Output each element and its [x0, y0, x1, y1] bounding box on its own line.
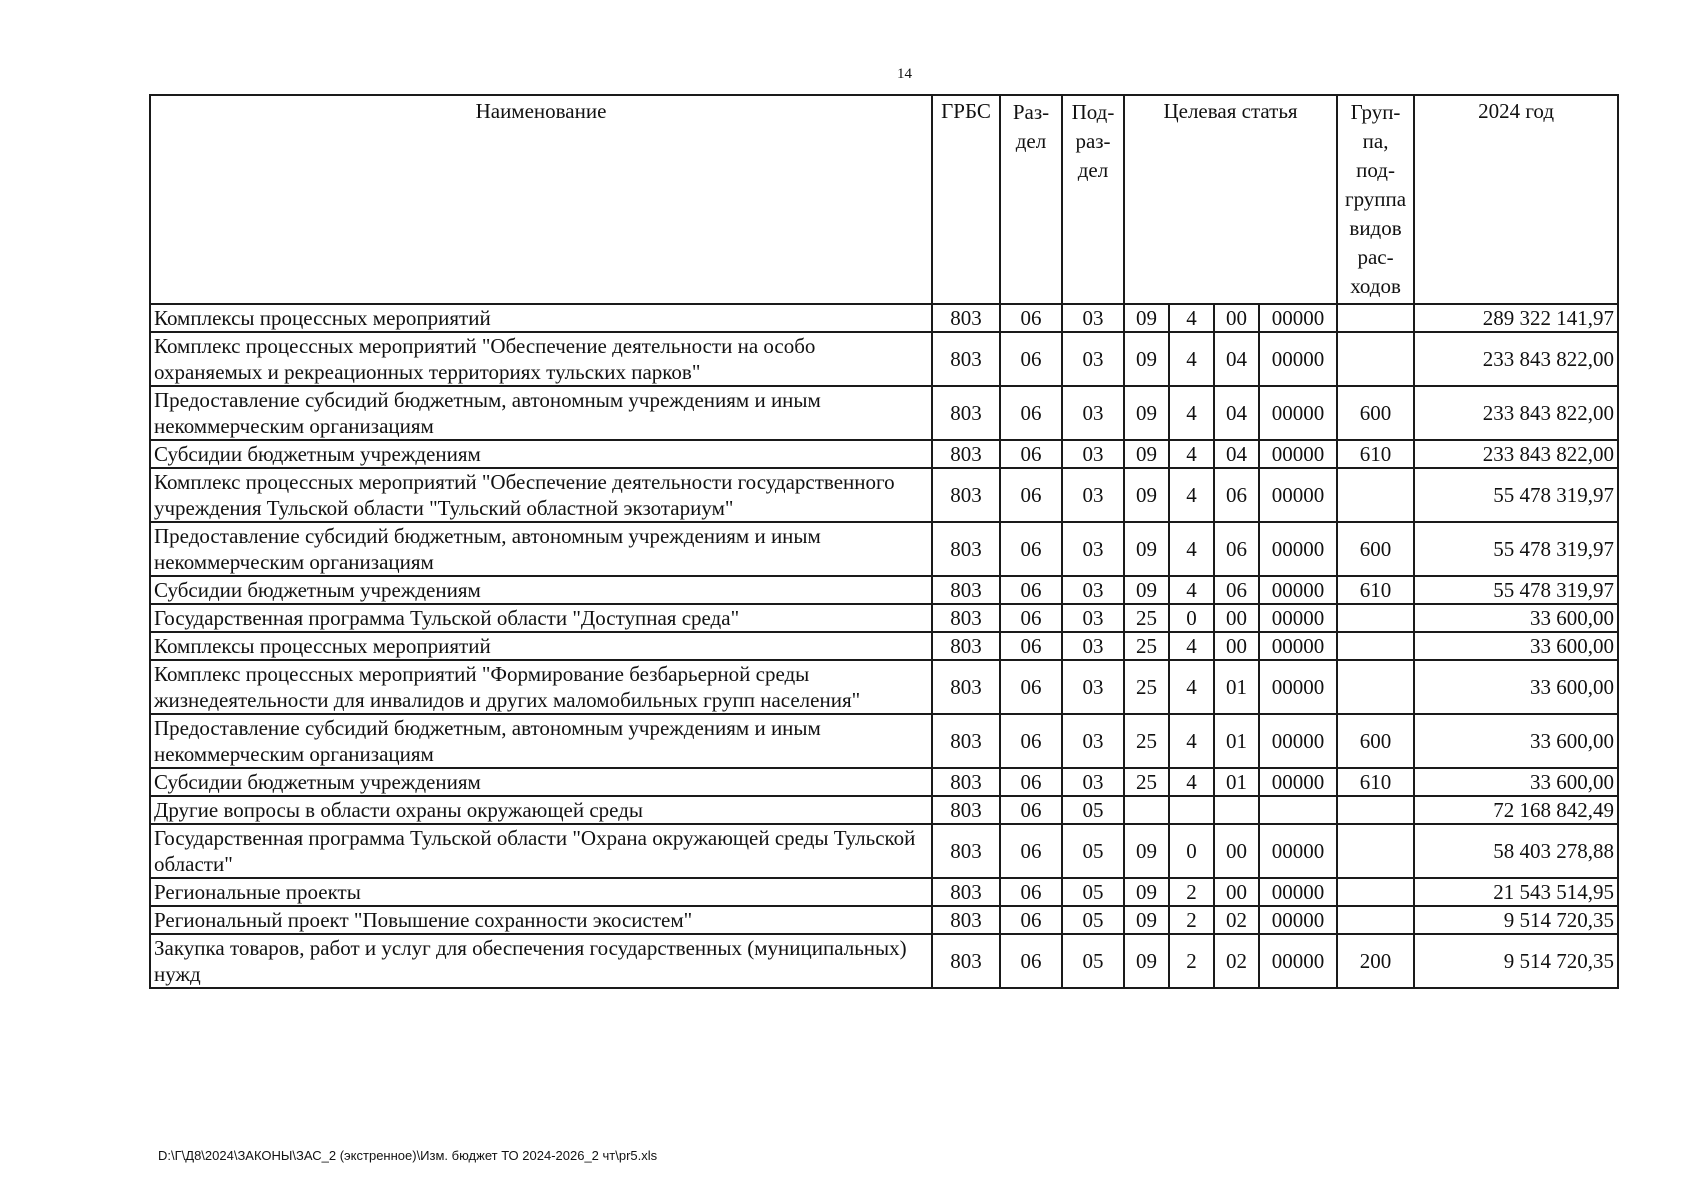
- row-grbs: 803: [932, 440, 1000, 468]
- row-podrazdel: 03: [1062, 304, 1124, 332]
- header-name: Наименование: [150, 95, 932, 304]
- row-target-subprogram: 06: [1214, 576, 1259, 604]
- table-row: [150, 440, 1618, 468]
- row-target-subprogram: 02: [1214, 934, 1259, 988]
- row-target-type: 2: [1169, 934, 1214, 988]
- row-target-subprogram: 04: [1214, 332, 1259, 386]
- row-name: Субсидии бюджетным учреждениям: [150, 440, 932, 468]
- row-target-type: 4: [1169, 386, 1214, 440]
- row-target-subprogram: 00: [1214, 604, 1259, 632]
- row-grbs: 803: [932, 934, 1000, 988]
- row-podrazdel: 03: [1062, 440, 1124, 468]
- row-amount: 58 403 278,88: [1414, 824, 1618, 878]
- row-target-subprogram: 02: [1214, 906, 1259, 934]
- row-target-subprogram: 06: [1214, 468, 1259, 522]
- row-amount: 33 600,00: [1414, 632, 1618, 660]
- row-group: 610: [1337, 768, 1414, 796]
- header-razdel: Раз- дел: [1000, 95, 1062, 304]
- row-amount: 21 543 514,95: [1414, 878, 1618, 906]
- row-target-code: 00000: [1259, 934, 1337, 988]
- row-amount: 289 322 141,97: [1414, 304, 1618, 332]
- row-target-type: 4: [1169, 440, 1214, 468]
- row-grbs: 803: [932, 604, 1000, 632]
- row-group: [1337, 468, 1414, 522]
- row-amount: 72 168 842,49: [1414, 796, 1618, 824]
- row-target-program: 09: [1124, 304, 1169, 332]
- row-target-type: 4: [1169, 468, 1214, 522]
- row-target-code: 00000: [1259, 332, 1337, 386]
- row-podrazdel: 05: [1062, 878, 1124, 906]
- row-razdel: 06: [1000, 440, 1062, 468]
- row-target-subprogram: 01: [1214, 768, 1259, 796]
- header-target: Целевая статья: [1124, 95, 1337, 304]
- row-target-program: 25: [1124, 604, 1169, 632]
- row-razdel: 06: [1000, 576, 1062, 604]
- row-razdel: 06: [1000, 660, 1062, 714]
- row-target-subprogram: 00: [1214, 824, 1259, 878]
- row-group: [1337, 632, 1414, 660]
- table-row: [150, 576, 1618, 604]
- row-podrazdel: 03: [1062, 576, 1124, 604]
- row-target-type: 2: [1169, 878, 1214, 906]
- row-grbs: 803: [932, 386, 1000, 440]
- budget-table: [149, 94, 1619, 989]
- row-target-type: 0: [1169, 604, 1214, 632]
- row-target-code: 00000: [1259, 604, 1337, 632]
- row-group: [1337, 878, 1414, 906]
- row-grbs: 803: [932, 304, 1000, 332]
- row-amount: 55 478 319,97: [1414, 576, 1618, 604]
- row-target-program: 09: [1124, 906, 1169, 934]
- row-target-type: 4: [1169, 332, 1214, 386]
- row-podrazdel: 03: [1062, 468, 1124, 522]
- row-target-program: 09: [1124, 332, 1169, 386]
- row-group: [1337, 906, 1414, 934]
- row-razdel: 06: [1000, 632, 1062, 660]
- row-target-code: 00000: [1259, 576, 1337, 604]
- row-amount: 55 478 319,97: [1414, 468, 1618, 522]
- row-razdel: 06: [1000, 878, 1062, 906]
- table-row: [150, 824, 1618, 878]
- row-amount: 9 514 720,35: [1414, 906, 1618, 934]
- row-target-subprogram: 00: [1214, 632, 1259, 660]
- table-row: [150, 768, 1618, 796]
- row-group: 600: [1337, 522, 1414, 576]
- row-target-code: 00000: [1259, 386, 1337, 440]
- header-grbs: ГРБС: [932, 95, 1000, 304]
- row-target-program: 09: [1124, 468, 1169, 522]
- row-amount: 9 514 720,35: [1414, 934, 1618, 988]
- table-row: [150, 660, 1618, 714]
- row-name: Государственная программа Тульской области "Охрана окружающей среды Тульской области": [150, 824, 932, 878]
- row-target-program: [1124, 796, 1169, 824]
- header-group: Груп- па, под- группа видов рас- ходов: [1337, 95, 1414, 304]
- row-razdel: 06: [1000, 906, 1062, 934]
- row-target-subprogram: 01: [1214, 714, 1259, 768]
- row-group: 200: [1337, 934, 1414, 988]
- row-podrazdel: 03: [1062, 714, 1124, 768]
- row-name: Государственная программа Тульской области "Доступная среда": [150, 604, 932, 632]
- row-razdel: 06: [1000, 386, 1062, 440]
- row-amount: 33 600,00: [1414, 768, 1618, 796]
- row-target-code: 00000: [1259, 660, 1337, 714]
- row-razdel: 06: [1000, 468, 1062, 522]
- row-target-type: 0: [1169, 824, 1214, 878]
- row-target-program: 09: [1124, 386, 1169, 440]
- row-amount: 33 600,00: [1414, 660, 1618, 714]
- row-podrazdel: 05: [1062, 934, 1124, 988]
- row-grbs: 803: [932, 824, 1000, 878]
- table-row: [150, 632, 1618, 660]
- row-target-code: 00000: [1259, 714, 1337, 768]
- row-razdel: 06: [1000, 304, 1062, 332]
- row-name: Субсидии бюджетным учреждениям: [150, 768, 932, 796]
- row-target-program: 25: [1124, 660, 1169, 714]
- header-podrazdel: Под- раз- дел: [1062, 95, 1124, 304]
- row-group: [1337, 824, 1414, 878]
- row-name: Другие вопросы в области охраны окружающей среды: [150, 796, 932, 824]
- row-target-type: 4: [1169, 522, 1214, 576]
- row-target-subprogram: 06: [1214, 522, 1259, 576]
- row-amount: 233 843 822,00: [1414, 332, 1618, 386]
- row-grbs: 803: [932, 878, 1000, 906]
- row-name: Предоставление субсидий бюджетным, автономным учреждениям и иным некоммерческим организациям: [150, 386, 932, 440]
- row-podrazdel: 03: [1062, 660, 1124, 714]
- row-target-type: 4: [1169, 304, 1214, 332]
- row-grbs: 803: [932, 660, 1000, 714]
- table-row: [150, 468, 1618, 522]
- row-target-subprogram: 04: [1214, 386, 1259, 440]
- row-podrazdel: 03: [1062, 768, 1124, 796]
- row-name: Региональные проекты: [150, 878, 932, 906]
- row-name: Региональный проект "Повышение сохранности экосистем": [150, 906, 932, 934]
- table-row: [150, 714, 1618, 768]
- row-group: [1337, 604, 1414, 632]
- row-podrazdel: 05: [1062, 824, 1124, 878]
- row-podrazdel: 03: [1062, 386, 1124, 440]
- row-target-subprogram: [1214, 796, 1259, 824]
- row-name: Предоставление субсидий бюджетным, автономным учреждениям и иным некоммерческим организациям: [150, 522, 932, 576]
- row-target-type: 4: [1169, 660, 1214, 714]
- row-razdel: 06: [1000, 796, 1062, 824]
- row-target-subprogram: 00: [1214, 304, 1259, 332]
- row-target-code: 00000: [1259, 768, 1337, 796]
- row-name: Предоставление субсидий бюджетным, автономным учреждениям и иным некоммерческим организациям: [150, 714, 932, 768]
- row-target-program: 09: [1124, 440, 1169, 468]
- table-row: [150, 934, 1618, 988]
- row-amount: 233 843 822,00: [1414, 386, 1618, 440]
- row-grbs: 803: [932, 906, 1000, 934]
- row-razdel: 06: [1000, 714, 1062, 768]
- row-name: Комплекс процессных мероприятий "Обеспечение деятельности государственного учреждения Тульской области "Тульский областной экзотариум": [150, 468, 932, 522]
- row-group: [1337, 660, 1414, 714]
- row-target-type: 2: [1169, 906, 1214, 934]
- row-target-code: 00000: [1259, 468, 1337, 522]
- row-name: Комплекс процессных мероприятий "Обеспечение деятельности на особо охраняемых и рекреационных территориях тульских парков": [150, 332, 932, 386]
- header-year: 2024 год: [1414, 95, 1618, 304]
- row-razdel: 06: [1000, 768, 1062, 796]
- table-row: [150, 906, 1618, 934]
- footer-file-path: D:\Г\Д8\2024\ЗАКОНЫ\ЗАС_2 (экстренное)\Изм. бюджет ТО 2024-2026_2 чт\pr5.xls: [158, 1148, 658, 1163]
- row-target-program: 09: [1124, 878, 1169, 906]
- row-name: Комплексы процессных мероприятий: [150, 304, 932, 332]
- row-name: Субсидии бюджетным учреждениям: [150, 576, 932, 604]
- row-razdel: 06: [1000, 332, 1062, 386]
- row-group: [1337, 796, 1414, 824]
- row-target-program: 09: [1124, 824, 1169, 878]
- row-group: 600: [1337, 714, 1414, 768]
- row-group: 610: [1337, 576, 1414, 604]
- row-target-code: 00000: [1259, 304, 1337, 332]
- row-target-program: 09: [1124, 576, 1169, 604]
- row-target-code: [1259, 796, 1337, 824]
- table-row: [150, 604, 1618, 632]
- row-amount: 55 478 319,97: [1414, 522, 1618, 576]
- table-row: [150, 878, 1618, 906]
- row-name: Комплексы процессных мероприятий: [150, 632, 932, 660]
- row-grbs: 803: [932, 332, 1000, 386]
- row-target-code: 00000: [1259, 522, 1337, 576]
- row-podrazdel: 03: [1062, 632, 1124, 660]
- row-target-code: 00000: [1259, 824, 1337, 878]
- row-grbs: 803: [932, 522, 1000, 576]
- row-podrazdel: 03: [1062, 332, 1124, 386]
- row-target-code: 00000: [1259, 632, 1337, 660]
- row-podrazdel: 05: [1062, 796, 1124, 824]
- row-grbs: 803: [932, 576, 1000, 604]
- row-razdel: 06: [1000, 934, 1062, 988]
- row-grbs: 803: [932, 796, 1000, 824]
- row-target-type: 4: [1169, 576, 1214, 604]
- row-target-code: 00000: [1259, 906, 1337, 934]
- row-group: [1337, 332, 1414, 386]
- row-razdel: 06: [1000, 604, 1062, 632]
- row-razdel: 06: [1000, 824, 1062, 878]
- table-row: [150, 796, 1618, 824]
- row-amount: 33 600,00: [1414, 604, 1618, 632]
- table-row: [150, 304, 1618, 332]
- row-target-subprogram: 01: [1214, 660, 1259, 714]
- row-target-code: 00000: [1259, 878, 1337, 906]
- table-row: [150, 522, 1618, 576]
- row-podrazdel: 03: [1062, 522, 1124, 576]
- table-header-row: [150, 95, 1618, 304]
- row-grbs: 803: [932, 632, 1000, 660]
- row-group: 610: [1337, 440, 1414, 468]
- table-row: [150, 332, 1618, 386]
- row-amount: 33 600,00: [1414, 714, 1618, 768]
- row-podrazdel: 05: [1062, 906, 1124, 934]
- row-target-subprogram: 00: [1214, 878, 1259, 906]
- row-target-program: 09: [1124, 934, 1169, 988]
- row-target-type: 4: [1169, 768, 1214, 796]
- row-name: Комплекс процессных мероприятий "Формирование безбарьерной среды жизнедеятельности для инвалидов и других маломобильных групп населения": [150, 660, 932, 714]
- row-grbs: 803: [932, 714, 1000, 768]
- row-grbs: 803: [932, 768, 1000, 796]
- row-target-program: 25: [1124, 768, 1169, 796]
- row-razdel: 06: [1000, 522, 1062, 576]
- row-amount: 233 843 822,00: [1414, 440, 1618, 468]
- table-row: [150, 386, 1618, 440]
- row-target-program: 25: [1124, 714, 1169, 768]
- row-target-type: 4: [1169, 632, 1214, 660]
- row-target-subprogram: 04: [1214, 440, 1259, 468]
- row-group: [1337, 304, 1414, 332]
- row-group: 600: [1337, 386, 1414, 440]
- page-number: 14: [897, 66, 912, 82]
- row-name: Закупка товаров, работ и услуг для обеспечения государственных (муниципальных) нужд: [150, 934, 932, 988]
- row-target-type: [1169, 796, 1214, 824]
- row-target-program: 09: [1124, 522, 1169, 576]
- row-podrazdel: 03: [1062, 604, 1124, 632]
- row-grbs: 803: [932, 468, 1000, 522]
- row-target-code: 00000: [1259, 440, 1337, 468]
- row-target-type: 4: [1169, 714, 1214, 768]
- row-target-program: 25: [1124, 632, 1169, 660]
